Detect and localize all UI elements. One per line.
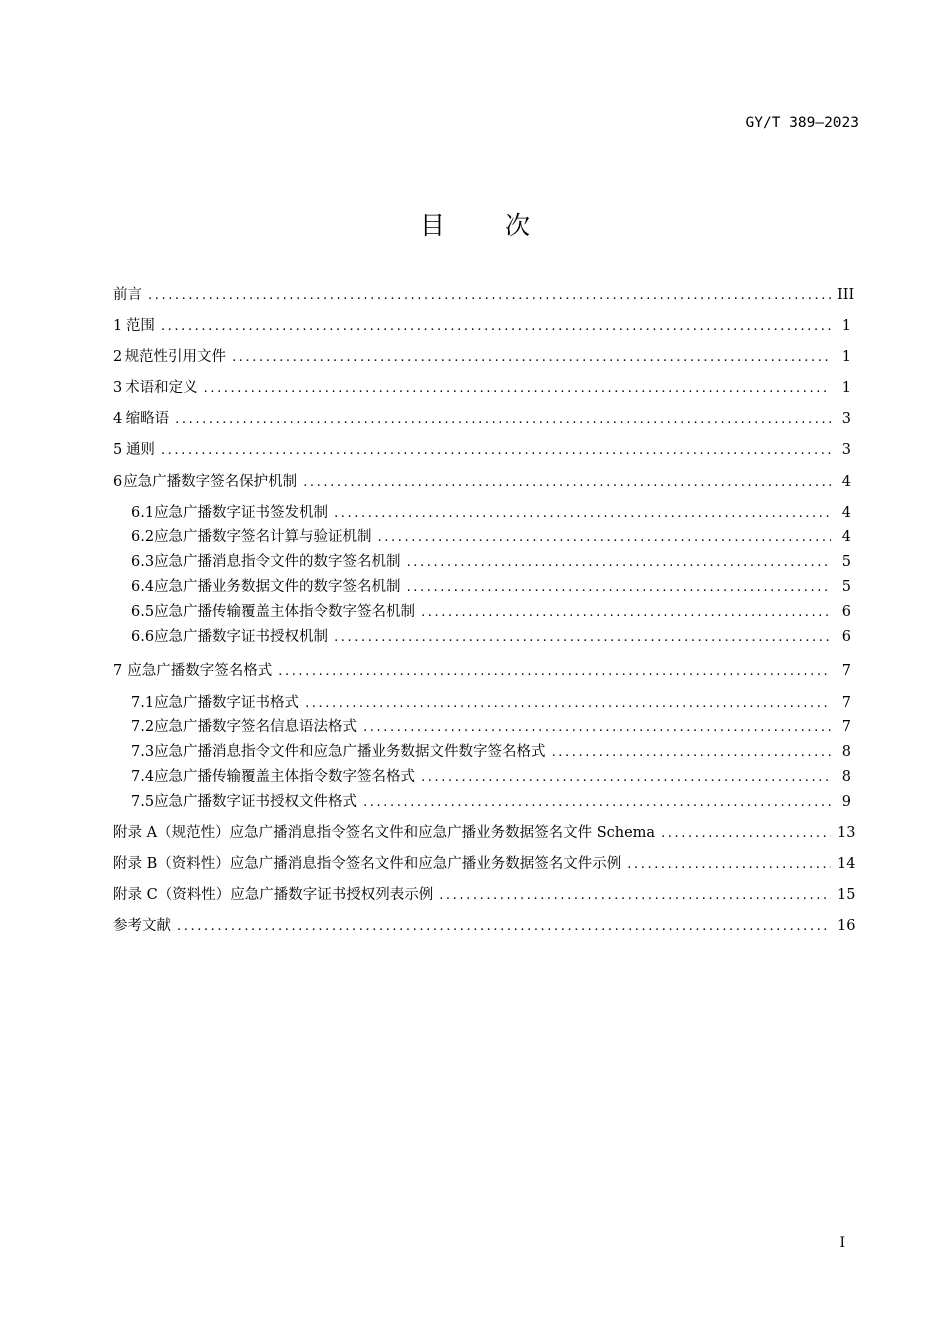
toc-entry-number: 7.5 <box>131 793 155 810</box>
toc-entry-text: 应急广播数字签名计算与验证机制 <box>154 529 372 546</box>
toc-entry-page: 3 <box>841 442 851 459</box>
toc-entry-page: 14 <box>837 855 856 872</box>
toc-entry-page: 3 <box>841 411 851 428</box>
toc-entry-number: 7.3 <box>131 744 155 761</box>
table-of-contents <box>113 283 856 939</box>
toc-entry-6-1[interactable] <box>113 501 851 526</box>
toc-entry-2[interactable] <box>113 345 851 370</box>
toc-leader-dots <box>305 692 831 717</box>
toc-entry-page: 4 <box>841 504 851 521</box>
toc-entry-text: 应急广播业务数据文件的数字签名机制 <box>154 579 401 596</box>
toc-entry-page: 15 <box>837 887 856 903</box>
toc-leader-dots <box>334 626 831 651</box>
toc-entry-7[interactable] <box>113 659 851 684</box>
toc-entry-number: 4 <box>113 411 123 428</box>
toc-leader-dots <box>439 884 831 909</box>
toc-entry-text: 应急广播数字证书签发机制 <box>154 504 329 521</box>
toc-entry-text: 前言 <box>113 287 142 303</box>
toc-entry-page: 1 <box>841 349 851 366</box>
toc-entry-page: 4 <box>841 529 851 546</box>
toc-entry-text: 参考文献 <box>113 918 171 935</box>
toc-entry-7-2[interactable] <box>113 715 851 740</box>
toc-entry-number: 附录 A（规范性） <box>113 824 230 841</box>
toc-title: 目 次 <box>420 211 556 240</box>
toc-entry-page: 7 <box>841 719 851 736</box>
toc-leader-dots <box>177 915 831 940</box>
toc-leader-dots <box>421 766 831 791</box>
toc-entry-text: 应急广播传输覆盖主体指令数字签名格式 <box>154 768 416 785</box>
toc-entry-number: 3 <box>113 380 123 397</box>
toc-entry-page: III <box>837 287 855 303</box>
toc-entry-text: 应急广播数字证书授权文件格式 <box>154 793 358 810</box>
toc-entry-page: 7 <box>841 694 851 711</box>
toc-leader-dots <box>661 822 831 847</box>
toc-entry-number: 6 <box>113 473 123 490</box>
toc-entry-foreword[interactable] <box>113 283 855 308</box>
toc-entry-appendix-c[interactable] <box>113 883 856 908</box>
toc-entry-text: 应急广播数字签名格式 <box>127 663 273 680</box>
toc-entry-page: 7 <box>841 663 851 680</box>
toc-entry-5[interactable] <box>113 438 851 463</box>
toc-entry-text: 应急广播数字证书授权机制 <box>154 628 329 645</box>
toc-entry-page: 16 <box>837 918 856 935</box>
toc-entry-7-3[interactable] <box>113 740 851 765</box>
toc-entry-6[interactable] <box>113 470 851 495</box>
toc-entry-text: 应急广播消息指令文件和应急广播业务数据文件数字签名格式 <box>154 744 546 761</box>
toc-entry-number: 6.2 <box>131 529 155 546</box>
toc-entry-page: 1 <box>841 318 851 335</box>
toc-entry-text: 应急广播消息指令签名文件和应急广播业务数据签名文件示例 <box>229 855 622 872</box>
toc-entry-page: 9 <box>841 793 851 810</box>
toc-leader-dots <box>334 502 831 527</box>
toc-leader-dots <box>407 551 831 576</box>
toc-entry-text: 应急广播数字签名保护机制 <box>123 473 298 490</box>
toc-entry-number: 附录 B（资料性） <box>113 855 230 872</box>
toc-entry-page: 8 <box>841 768 851 785</box>
toc-entry-page: 6 <box>841 628 851 645</box>
toc-leader-dots <box>627 853 831 878</box>
toc-entry-number: 6.3 <box>131 554 155 571</box>
toc-leader-dots <box>161 315 831 340</box>
toc-leader-dots <box>161 439 831 464</box>
toc-entry-number: 5 <box>113 442 123 459</box>
toc-entry-text: 应急广播消息指令文件的数字签名机制 <box>154 554 401 571</box>
toc-entry-6-5[interactable] <box>113 600 851 625</box>
toc-leader-dots <box>232 346 831 371</box>
toc-entry-number: 7 <box>113 663 123 680</box>
toc-entry-text: 规范性引用文件 <box>124 349 227 366</box>
toc-entry-appendix-a[interactable] <box>113 821 856 846</box>
toc-entry-text: 应急广播数字证书授权列表示例 <box>230 887 434 903</box>
toc-entry-number: 7.4 <box>131 768 155 785</box>
toc-entry-references[interactable] <box>113 914 856 939</box>
toc-entry-text: 应急广播消息指令签名文件和应急广播业务数据签名文件 Schema <box>229 824 656 841</box>
toc-leader-dots <box>175 408 831 433</box>
toc-entry-3[interactable] <box>113 376 851 401</box>
toc-leader-dots <box>303 471 831 496</box>
toc-entry-4[interactable] <box>113 407 851 432</box>
toc-entry-number: 6.5 <box>131 603 155 620</box>
toc-entry-number: 7.2 <box>131 719 155 736</box>
toc-entry-page: 5 <box>841 579 851 596</box>
toc-entry-text: 缩略语 <box>125 411 170 428</box>
toc-entry-page: 1 <box>841 380 851 397</box>
toc-entry-text: 范围 <box>125 318 155 335</box>
toc-entry-number: 附录 C（资料性） <box>113 887 231 903</box>
toc-entry-1[interactable] <box>113 314 851 339</box>
toc-entry-6-3[interactable] <box>113 550 851 575</box>
toc-leader-dots <box>407 576 831 601</box>
toc-entry-text: 通则 <box>125 442 155 459</box>
toc-entry-page: 5 <box>841 554 851 571</box>
toc-entry-text: 应急广播数字证书格式 <box>154 694 300 711</box>
toc-entry-number: 1 <box>113 318 123 335</box>
toc-entry-number: 7.1 <box>131 694 155 711</box>
toc-entry-7-1[interactable] <box>113 691 851 716</box>
toc-entry-7-4[interactable] <box>113 765 851 790</box>
toc-leader-dots <box>378 526 831 551</box>
toc-entry-number: 6.1 <box>131 504 155 521</box>
toc-entry-7-5[interactable] <box>113 790 851 815</box>
toc-entry-text: 应急广播数字签名信息语法格式 <box>154 719 358 736</box>
toc-leader-dots <box>204 377 831 402</box>
toc-leader-dots <box>278 660 831 685</box>
toc-entry-page: 13 <box>837 824 856 841</box>
toc-entry-page: 6 <box>841 603 851 620</box>
document-code: GY/T 389—2023 <box>745 115 859 131</box>
toc-entry-number: 6.4 <box>131 579 155 596</box>
toc-leader-dots <box>363 791 831 816</box>
toc-entry-text: 术语和定义 <box>125 380 198 397</box>
toc-leader-dots <box>421 601 831 626</box>
toc-entry-appendix-b[interactable] <box>113 852 856 877</box>
toc-entry-page: 4 <box>841 473 851 490</box>
toc-leader-dots <box>552 741 831 766</box>
toc-leader-dots <box>363 716 831 741</box>
toc-entry-6-4[interactable] <box>113 575 851 600</box>
toc-entry-text: 应急广播传输覆盖主体指令数字签名机制 <box>154 603 416 620</box>
toc-entry-6-2[interactable] <box>113 525 851 550</box>
toc-entry-6-6[interactable] <box>113 625 851 650</box>
page-number: I <box>839 1235 845 1251</box>
toc-entry-page: 8 <box>841 744 851 761</box>
toc-entry-number: 6.6 <box>131 628 155 645</box>
toc-leader-dots <box>148 284 831 309</box>
toc-entry-number: 2 <box>113 349 123 366</box>
